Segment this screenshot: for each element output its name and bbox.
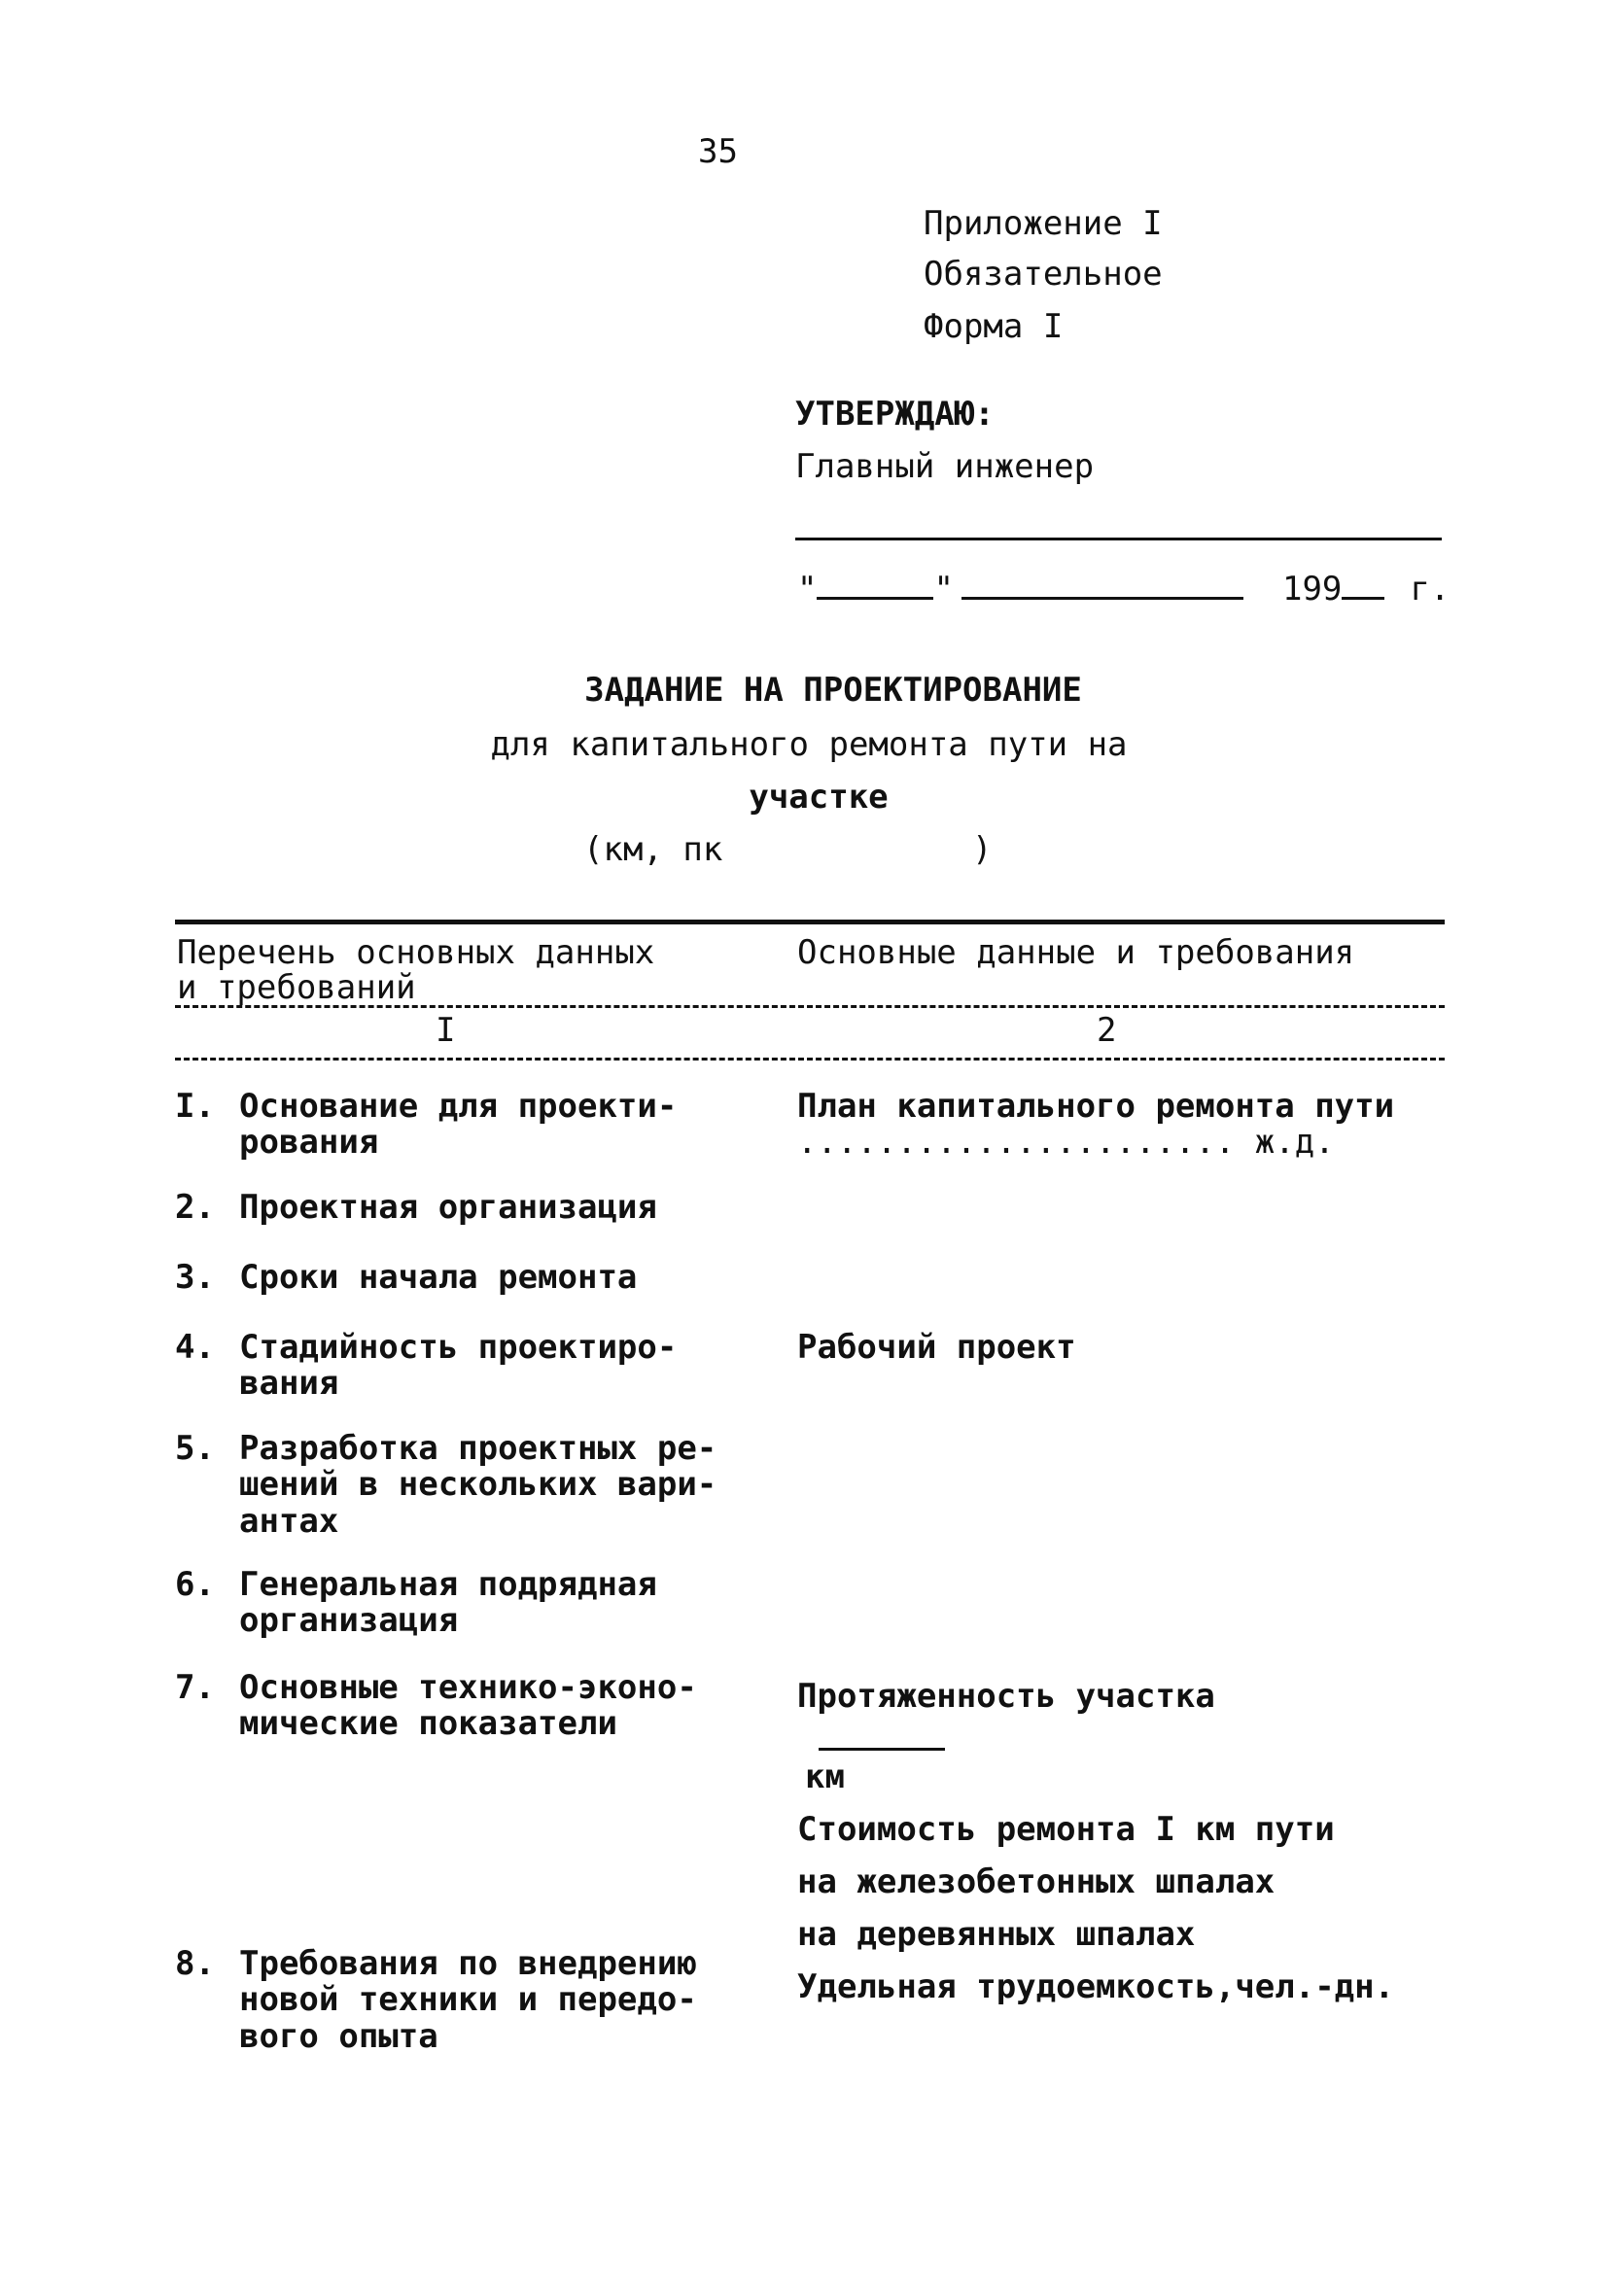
year-prefix: 199 [1281,570,1343,609]
row-label: Сроки начала ремонта [239,1258,638,1297]
row-label: антах [239,1501,339,1541]
row-value [797,1089,1458,1162]
row-value-line: Удельная трудоемкость,чел.-дн. [797,1967,1395,2006]
year-blank [1342,572,1384,600]
row-label: шений в нескольких вари- [239,1465,717,1505]
row-label: Разработка проектных ре- [239,1429,717,1468]
row-label: рования [239,1123,379,1163]
col1-header-line1: Перечень основных данных [177,933,655,972]
document-subtitle: для капитального ремонта пути на [490,725,1128,764]
row-number: 7. [175,1668,215,1707]
row-value [797,1330,1458,1366]
row-label: Требования по внедрению [239,1944,697,1983]
year-suffix: г. [1410,570,1451,609]
row-label: Основание для проекти- [239,1087,678,1126]
length-blank [819,1722,945,1751]
row-label: мические показатели [239,1704,617,1744]
row-value-line: Стоимость ремонта I км пути [797,1810,1335,1849]
location-close: ) [972,830,993,869]
row-value-line: ...................... ж.д. [797,1123,1335,1163]
row-label: Генеральная подрядная [239,1565,657,1604]
row-number: 6. [175,1565,215,1604]
row-number: I. [175,1087,215,1126]
approval-position: Главный инженер [795,447,1095,486]
row-value-line: на деревянных шпалах [797,1915,1196,1954]
approval-title: УТВЕРЖДАЮ: [795,395,995,434]
signature-line [795,538,1442,540]
location-open: (км, пк [583,830,723,869]
row-label: организация [239,1601,459,1641]
document-title: ЗАДАНИЕ НА ПРОЕКТИРОВАНИЕ [584,671,1082,710]
row-label: Проектная организация [239,1188,657,1227]
header-rule [175,1005,1445,1008]
length-unit: км [805,1757,845,1796]
col1-number: I [436,1011,456,1050]
row-number: 3. [175,1258,215,1297]
appendix-form: Форма I [924,307,1064,346]
col2-number: 2 [1097,1011,1117,1050]
day-blank [817,572,933,600]
row-value-line [797,1670,1458,1803]
row-number: 4. [175,1328,215,1367]
column-number-rule [175,1058,1445,1061]
row-label: новой техники и передо- [239,1980,697,2020]
month-blank [961,572,1243,600]
row-value-line: на железобетонных шпалах [797,1862,1276,1901]
page-number: 35 [698,132,738,171]
appendix-mandatory: Обязательное [924,255,1163,294]
date-quote-open: " [797,570,818,609]
row-label: вания [239,1364,339,1404]
length-label: Протяженность участка [797,1677,1215,1716]
date-quote-close: " [933,570,954,609]
col1-header-line2: и требований [177,968,416,1007]
row-value [797,1670,1458,2013]
table-top-rule [175,920,1445,924]
row-number: 2. [175,1188,215,1227]
row-label: Стадийность проектиро- [239,1328,678,1367]
row-number: 5. [175,1429,215,1468]
row-value-line: Рабочий проект [797,1328,1076,1367]
row-label: вого опыта [239,2016,438,2056]
row-label: Основные технико-эконо- [239,1668,697,1707]
row-value-line: План капитального ремонта пути [797,1087,1395,1126]
document-section: участке [749,778,889,817]
col2-header: Основные данные и требования [797,933,1355,972]
row-number: 8. [175,1944,215,1983]
date-line [797,572,1450,608]
appendix-label: Приложение I [924,204,1163,243]
